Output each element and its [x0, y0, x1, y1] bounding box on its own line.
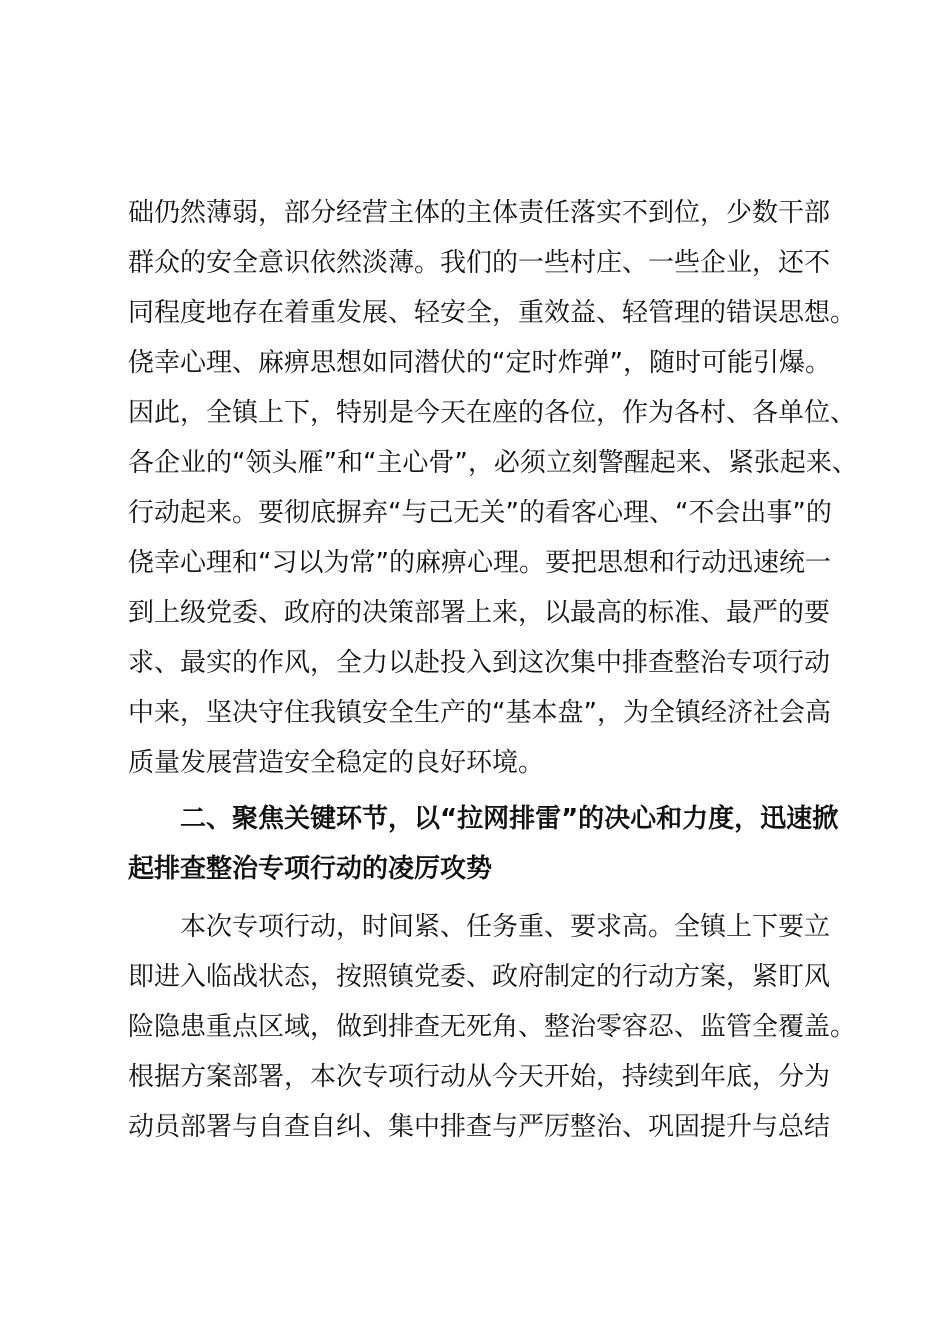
paragraph-line: 根据方案部署，本次专项行动从今天开始，持续到年底，分为: [128, 1062, 831, 1092]
paragraph-line: 行动起来。要彻底摒弃“与己无关”的看客心理、“不会出事”的: [128, 498, 832, 528]
paragraph-line: 同程度地存在着重发展、轻安全，重效益、轻管理的错误思想。: [128, 298, 857, 328]
paragraph-line: 即进入临战状态，按照镇党委、政府制定的行动方案，紧盯风: [128, 962, 831, 992]
paragraph-line: 到上级党委、政府的决策部署上来，以最高的标准、最严的要: [128, 598, 831, 628]
paragraph-line: 侥幸心理和“习以为常”的麻痹心理。要把思想和行动迅速统一: [128, 548, 831, 578]
paragraph-line: 因此，全镇上下，特别是今天在座的各位，作为各村、各单位、: [128, 398, 857, 428]
paragraph-line: 侥幸心理、麻痹思想如同潜伏的“定时炸弹”，随时可能引爆。: [128, 348, 831, 378]
paragraph-line: 本次专项行动，时间紧、任务重、要求高。全镇上下要立: [180, 912, 831, 942]
paragraph-line: 各企业的“领头雁”和“主心骨”，必须立刻警醒起来、紧张起来、: [128, 448, 858, 478]
paragraph-line: 群众的安全意识依然淡薄。我们的一些村庄、一些企业，还不: [128, 248, 831, 278]
paragraph-line: 础仍然薄弱，部分经营主体的主体责任落实不到位，少数干部: [128, 198, 831, 228]
paragraph-line: 险隐患重点区域，做到排查无死角、整治零容忍、监管全覆盖。: [128, 1012, 857, 1042]
paragraph-line: 求、最实的作风，全力以赴投入到这次集中排查整治专项行动: [128, 648, 831, 678]
section-heading-2: [128, 794, 838, 894]
heading-line: 起排查整治专项行动的凌厉攻势: [128, 854, 493, 884]
paragraph-line: 中来，坚决守住我镇安全生产的“基本盘”，为全镇经济社会高: [128, 698, 831, 728]
paragraph-safety-awareness: [128, 188, 858, 788]
paragraph-line: 质量发展营造安全稳定的良好环境。: [128, 748, 545, 778]
heading-line: 二、聚焦关键环节，以“拉网排雷”的决心和力度，迅速掀: [180, 804, 839, 834]
paragraph-action-plan: [128, 902, 857, 1152]
paragraph-line: 动员部署与自查自纠、集中排查与严厉整治、巩固提升与总结: [128, 1112, 831, 1142]
